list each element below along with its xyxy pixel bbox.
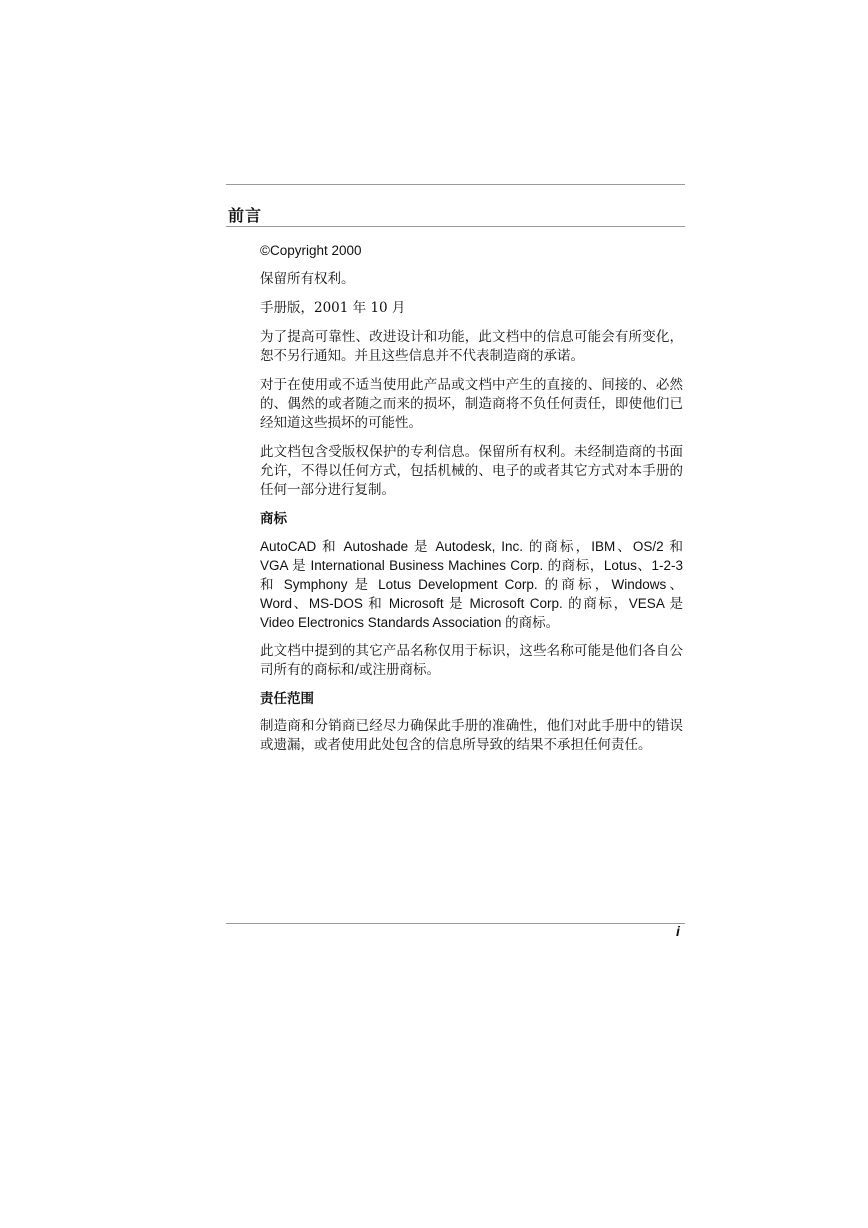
liability-heading: 责任范围 [260,691,314,707]
liability-paragraph: 制造商和分销商已经尽力确保此手册的准确性，他们对此手册中的错误或遗漏，或者使用此处包含的信息所导致的结果不承担任何责任。 [260,718,683,753]
page-number: i [676,923,680,939]
intro-paragraph: 为了提高可靠性、改进设计和功能，此文档中的信息可能会有所变化，恕不另行通知。并且这些信息并不代表制造商的承诺。 [260,329,683,364]
edition-line: 手册版，2001 年 10 月 [260,300,406,316]
footer-divider [226,923,685,924]
trademark-heading: 商标 [260,511,287,527]
trademark-paragraph: 此文档中提到的其它产品名称仅用于标识，这些名称可能是他们各自公司所有的商标和/或注册商标。 [260,643,683,678]
intro-paragraph: 此文档包含受版权保护的专利信息。保留所有权利。未经制造商的书面允许，不得以任何方式，包括机械的、电子的或者其它方式对本手册的任何一部分进行复制。 [260,444,683,498]
preface-body [260,241,683,765]
trademark-paragraph: AutoCAD 和 Autoshade 是 Autodesk, Inc. 的商标，IBM、OS/2 和 VGA 是 International Business Machines Corp. 的商标，Lotus、1-2-3 和 Symphony 是 Lotus Development Corp. 的商标，Windows、Word、MS-DOS 和 Microsoft 是 Microsoft Corp. 的商标，VESA 是 Video Electronics Standards Association 的商标。 [260,539,683,630]
rights-line: 保留所有权利。 [260,271,355,287]
copyright-line: ©Copyright 2000 [260,243,362,258]
intro-paragraph: 对于在使用或不适当使用此产品或文档中产生的直接的、间接的、必然的、偶然的或者随之而来的损坏，制造商将不负任何责任，即使他们已经知道这些损坏的可能性。 [260,377,683,431]
page-title: 前言 [228,206,263,225]
top-divider [226,184,685,185]
title-divider [226,226,685,227]
